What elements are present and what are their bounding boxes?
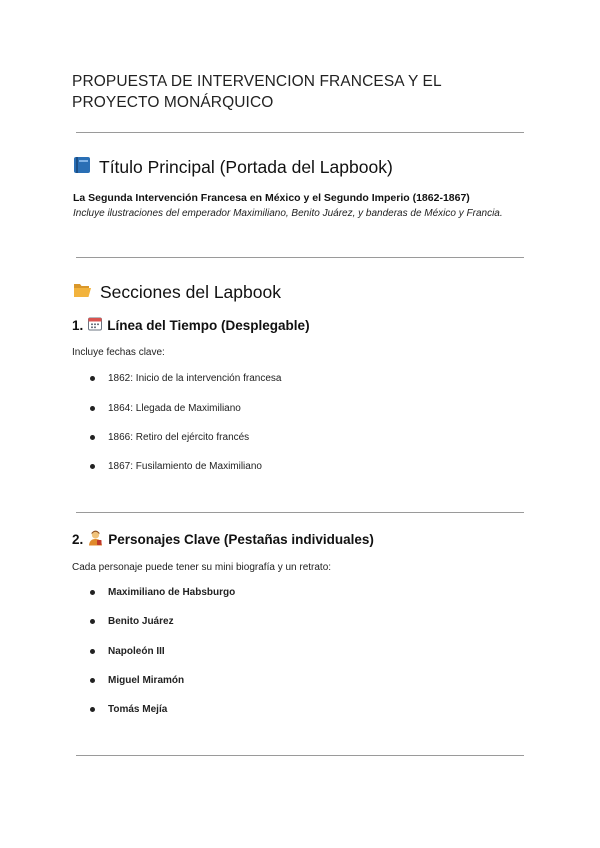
- cover-description: Incluye ilustraciones del emperador Maximiliano, Benito Juárez, y banderas de México y Francia.: [73, 208, 503, 219]
- divider: [76, 132, 524, 133]
- heading-sections-text: Secciones del Lapbook: [100, 281, 281, 302]
- document-title: PROPUESTA DE INTERVENCION FRANCESA Y EL PROYECTO MONÁRQUICO: [72, 73, 442, 111]
- list-item: Tomás Mejía: [90, 704, 167, 715]
- person-icon: [88, 530, 103, 549]
- list-item: 1866: Retiro del ejército francés: [90, 432, 249, 443]
- bullet-icon: [90, 707, 95, 712]
- list-item: Napoleón III: [90, 646, 165, 657]
- bullet-icon: [90, 406, 95, 411]
- bullet-icon: [90, 464, 95, 469]
- bullet-icon: [90, 435, 95, 440]
- calendar-icon: [88, 317, 102, 334]
- bullet-icon: [90, 376, 95, 381]
- divider: [76, 257, 524, 258]
- timeline-intro: Incluye fechas clave:: [72, 347, 165, 358]
- bullet-icon: [90, 678, 95, 683]
- heading-characters: [72, 530, 374, 549]
- characters-intro: Cada personaje puede tener su mini biografía y un retrato:: [72, 562, 332, 573]
- bullet-icon: [90, 619, 95, 624]
- heading-cover: [73, 156, 393, 179]
- blue-book-icon: [73, 156, 91, 179]
- divider: [76, 755, 524, 756]
- heading-timeline: [72, 317, 310, 334]
- heading-cover-text: Título Principal (Portada del Lapbook): [99, 157, 393, 177]
- heading-timeline-num: 1.: [72, 318, 84, 333]
- list-item: 1864: Llegada de Maximiliano: [90, 403, 241, 414]
- bullet-icon: [90, 590, 95, 595]
- list-item: 1862: Inicio de la intervención francesa: [90, 373, 281, 384]
- heading-characters-num: 2.: [72, 532, 84, 547]
- list-item: Miguel Miramón: [90, 675, 184, 686]
- list-item: Benito Juárez: [90, 616, 174, 627]
- heading-characters-text: Personajes Clave (Pestañas individuales): [108, 532, 374, 547]
- heading-sections: [73, 281, 281, 303]
- list-item: Maximiliano de Habsburgo: [90, 587, 235, 598]
- divider: [76, 512, 524, 513]
- bullet-icon: [90, 649, 95, 654]
- heading-timeline-text: Línea del Tiempo (Desplegable): [107, 318, 310, 333]
- list-item: 1867: Fusilamiento de Maximiliano: [90, 461, 262, 472]
- open-folder-icon: [73, 281, 92, 303]
- cover-main-title: La Segunda Intervención Francesa en México y el Segundo Imperio (1862-1867): [73, 192, 470, 204]
